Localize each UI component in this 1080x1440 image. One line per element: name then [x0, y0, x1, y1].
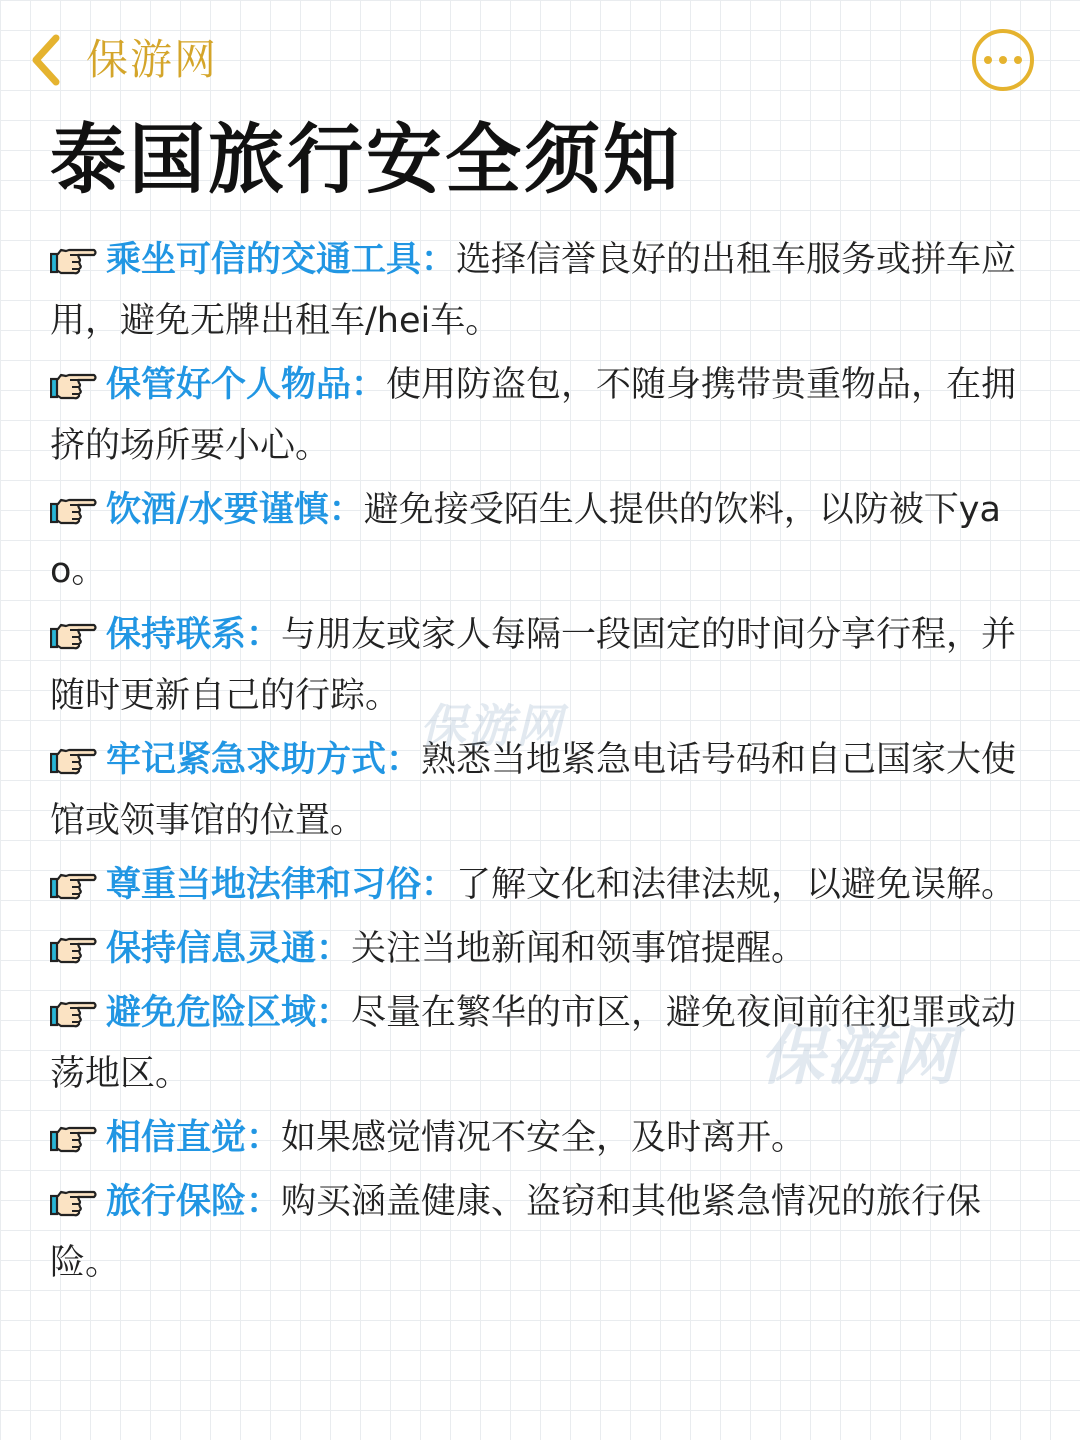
tip-item: [50, 480, 1040, 602]
pointing-hand-icon: [50, 484, 98, 516]
pointing-hand-icon: [50, 923, 98, 955]
more-dot: [1014, 56, 1022, 64]
tip-label: 旅行保险：: [106, 1182, 282, 1222]
tip-text: 选择信誉良好的出租车服务或拼车应用，避免无牌出租车/hei车。: [50, 240, 1017, 341]
tip-label: 饮酒/水要谨慎：: [106, 490, 364, 530]
tip-item: [50, 355, 1040, 477]
more-dots-icon: [984, 56, 992, 64]
tip-item: [50, 983, 1040, 1105]
tip-item: [50, 730, 1040, 852]
tip-text: 尽量在繁华的市区，避免夜间前往犯罪或动荡地区。: [50, 993, 1017, 1094]
top-bar: [0, 0, 1080, 120]
tip-item: [50, 230, 1040, 352]
tip-text: 熟悉当地紧急电话号码和自己国家大使馆或领事馆的位置。: [50, 740, 1017, 841]
tip-item: [50, 919, 1040, 980]
tip-text: 购买涵盖健康、盗窃和其他紧急情况的旅行保险。: [50, 1182, 982, 1283]
watermark: 保游网: [760, 1020, 958, 1094]
back-button[interactable]: [18, 30, 72, 90]
tip-label: 乘坐可信的交通工具：: [106, 240, 457, 280]
pointing-hand-icon: [50, 987, 98, 1019]
pointing-hand-icon: [50, 1112, 98, 1144]
tip-item: [50, 1108, 1040, 1169]
tips-list: [50, 230, 1040, 1297]
more-dot: [999, 56, 1007, 64]
tip-label: 保持信息灵通：: [106, 929, 352, 969]
tip-text: 避免接受陌生人提供的饮料，以防被下yao。: [50, 490, 1001, 591]
brand-name: 保游网: [86, 35, 219, 84]
tip-label: 尊重当地法律和习俗：: [106, 865, 457, 905]
pointing-hand-icon: [50, 734, 98, 766]
more-options-button[interactable]: [972, 29, 1034, 91]
tip-item: [50, 1172, 1040, 1294]
pointing-hand-icon: [50, 234, 98, 266]
watermark: 保游网: [420, 699, 564, 753]
tip-text: 了解文化和法律法规，以避免误解。: [456, 865, 1017, 905]
tip-text: 与朋友或家人每隔一段固定的时间分享行程，并随时更新自己的行踪。: [50, 615, 1017, 716]
page-title: 泰国旅行安全须知: [50, 115, 682, 204]
tip-label: 避免危险区域：: [106, 993, 352, 1033]
pointing-hand-icon: [50, 359, 98, 391]
tip-label: 牢记紧急求助方式：: [106, 740, 422, 780]
tip-item: [50, 855, 1040, 916]
tip-text: 使用防盗包，不随身携带贵重物品，在拥挤的场所要小心。: [50, 365, 1017, 466]
tip-text: 如果感觉情况不安全，及时离开。: [281, 1118, 807, 1158]
tip-label: 保持联系：: [106, 615, 282, 655]
tip-item: [50, 605, 1040, 727]
pointing-hand-icon: [50, 859, 98, 891]
pointing-hand-icon: [50, 609, 98, 641]
chevron-left-icon: [28, 32, 62, 88]
tip-text: 关注当地新闻和领事馆提醒。: [351, 929, 807, 969]
tip-label: 相信直觉：: [106, 1118, 282, 1158]
pointing-hand-icon: [50, 1176, 98, 1208]
tip-label: 保管好个人物品：: [106, 365, 387, 405]
